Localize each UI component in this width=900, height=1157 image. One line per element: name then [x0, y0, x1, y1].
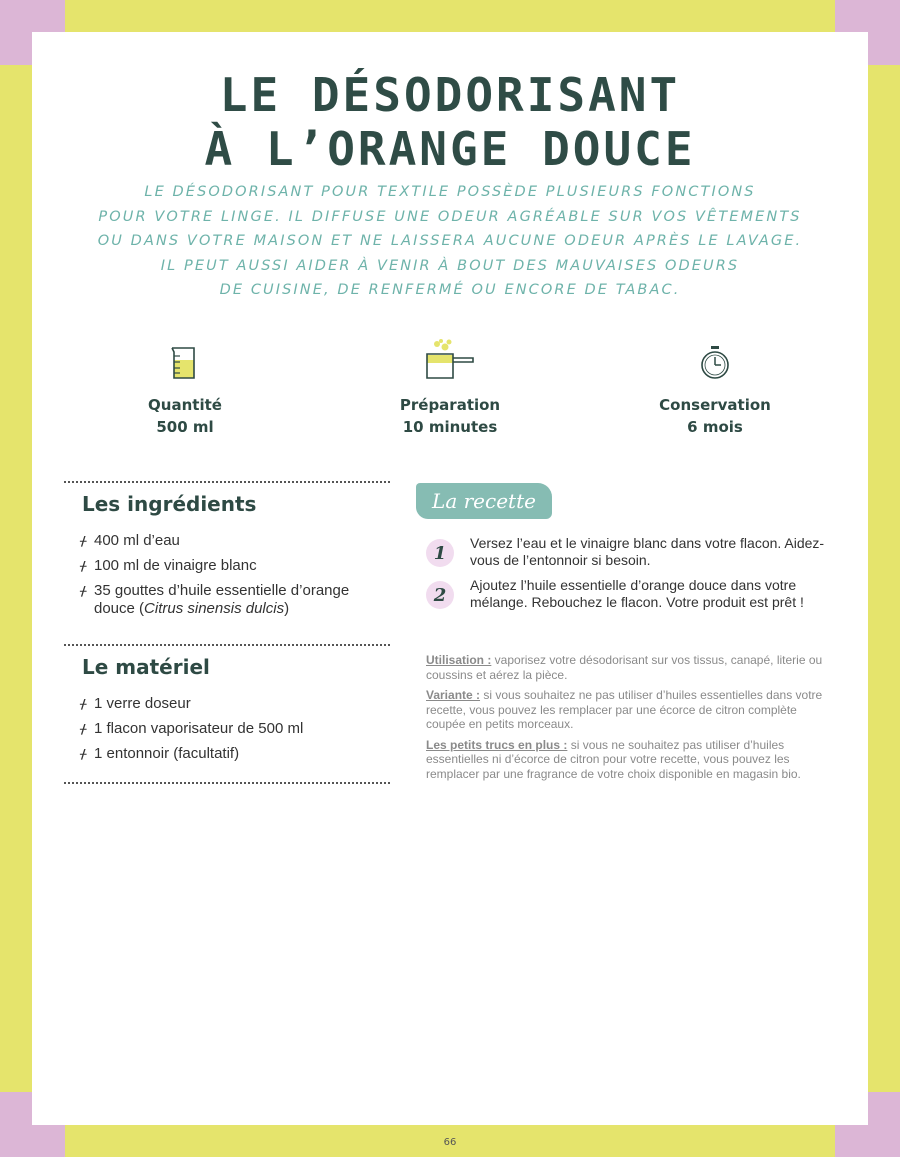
- intro-line-3: OU DANS VOTRE MAISON ET NE LAISSERA AUCUNE ODEUR APRÈS LE LAVAGE.: [97, 233, 803, 249]
- title-line-1: LE DÉSODORISANT: [219, 68, 681, 122]
- note-label: Utilisation :: [426, 653, 492, 667]
- ingredient-3-latin: Citrus sinensis dulcis: [144, 600, 285, 617]
- intro-line-4: IL PEUT AUSSI AIDER À VENIR À BOUT DES MAUVAISES ODEURS: [160, 257, 740, 274]
- stat-quantity-label: Quantité: [148, 396, 222, 414]
- note-label: Les petits trucs en plus :: [426, 737, 568, 752]
- ingredient-3: 35 gouttes d’huile essentielle d’orange douce (: [94, 582, 350, 617]
- ingredient-1: 400 ml d’eau: [94, 532, 180, 549]
- note-text: si vous ne souhaitez pas utiliser d’huiles essentielles ni d’écorce de citron pour votre recette, vous pouvez les remplacer par une fragrance de votre choix disponible en magasin bio.: [426, 737, 801, 781]
- bullet-icon: ᚋ: [80, 696, 87, 711]
- recipe-step-1: [426, 535, 838, 569]
- stat-preparation: [350, 342, 550, 436]
- title-line-2: À L’ORANGE DOUCE: [204, 122, 696, 176]
- bullet-icon: ᚋ: [80, 533, 87, 548]
- divider-bottom: [64, 782, 390, 784]
- step-text: Versez l’eau et le vinaigre blanc dans votre flacon. Aidez-vous de l’entonnoir si besoin.: [470, 535, 825, 568]
- clock-icon: [615, 342, 815, 380]
- note-text: si vous souhaitez ne pas utiliser d’huiles essentielles dans votre recette, vous pouvez les remplacer par une écorce de citron complète coupée en petits morceaux.: [426, 688, 823, 731]
- intro-line-5: DE CUISINE, DE RENFERMÉ OU ENCORE DE TABAC.: [219, 282, 681, 298]
- note-label: Variante :: [426, 688, 481, 702]
- ingredients-list: [80, 532, 390, 625]
- recipe-step-2: [426, 577, 838, 611]
- bullet-icon: ᚋ: [80, 583, 87, 598]
- recipe-badge: La recette: [416, 483, 552, 519]
- stat-preparation-label: Préparation: [399, 396, 501, 414]
- intro-line-2: POUR VOTRE LINGE. IL DIFFUSE UNE ODEUR AGRÉABLE SUR VOS VÊTEMENTS: [98, 208, 802, 225]
- stat-conservation-value: 6 mois: [687, 418, 743, 436]
- bullet-icon: ᚋ: [80, 558, 87, 573]
- stat-quantity-value: 500 ml: [156, 418, 214, 436]
- stat-preparation-value: 10 minutes: [402, 418, 498, 436]
- materiel-1: 1 verre doseur: [94, 695, 191, 712]
- stat-conservation-label: Conservation: [659, 396, 771, 414]
- ingredient-2: 100 ml de vinaigre blanc: [94, 557, 257, 574]
- stat-quantity: [85, 342, 285, 436]
- step-text: Ajoutez l’huile essentielle d’orange douce dans votre mélange. Rebouchez le flacon. Votre produit est prêt !: [470, 577, 804, 610]
- list-item: [80, 745, 390, 763]
- bullet-icon: ᚋ: [80, 721, 87, 736]
- note-text: vaporisez votre désodorisant sur vos tissus, canapé, literie ou coussins et aérez la pièce.: [426, 653, 823, 682]
- materiel-3: 1 entonnoir (facultatif): [94, 745, 240, 762]
- step-number: 2: [426, 581, 454, 609]
- materiel-title: Le matériel: [82, 655, 210, 679]
- list-item: [80, 582, 390, 618]
- divider-middle: [64, 644, 390, 646]
- stat-conservation: [615, 342, 815, 436]
- note-variante: [426, 688, 838, 732]
- note-utilisation: [426, 653, 838, 682]
- list-item: [80, 695, 390, 713]
- page-number: 66: [443, 1137, 457, 1148]
- note-trucs: [426, 738, 838, 782]
- saucepan-icon: [350, 342, 550, 380]
- page-content: [32, 32, 868, 1125]
- list-item: [80, 532, 390, 550]
- page-title: [32, 68, 868, 176]
- intro-line-1: LE DÉSODORISANT POUR TEXTILE POSSÈDE PLUSIEURS FONCTIONS: [144, 184, 756, 200]
- ingredients-title: Les ingrédients: [82, 492, 257, 516]
- materiel-2: 1 flacon vaporisateur de 500 ml: [94, 720, 304, 737]
- list-item: [80, 720, 390, 738]
- ingredient-3-end: ): [284, 600, 290, 617]
- bullet-icon: ᚋ: [80, 746, 87, 761]
- materiel-list: [80, 695, 390, 770]
- divider-top: [64, 481, 390, 483]
- notes: [426, 653, 838, 787]
- step-number: 1: [426, 539, 454, 567]
- intro-text: [92, 180, 808, 303]
- list-item: [80, 557, 390, 575]
- measuring-cup-icon: [85, 342, 285, 380]
